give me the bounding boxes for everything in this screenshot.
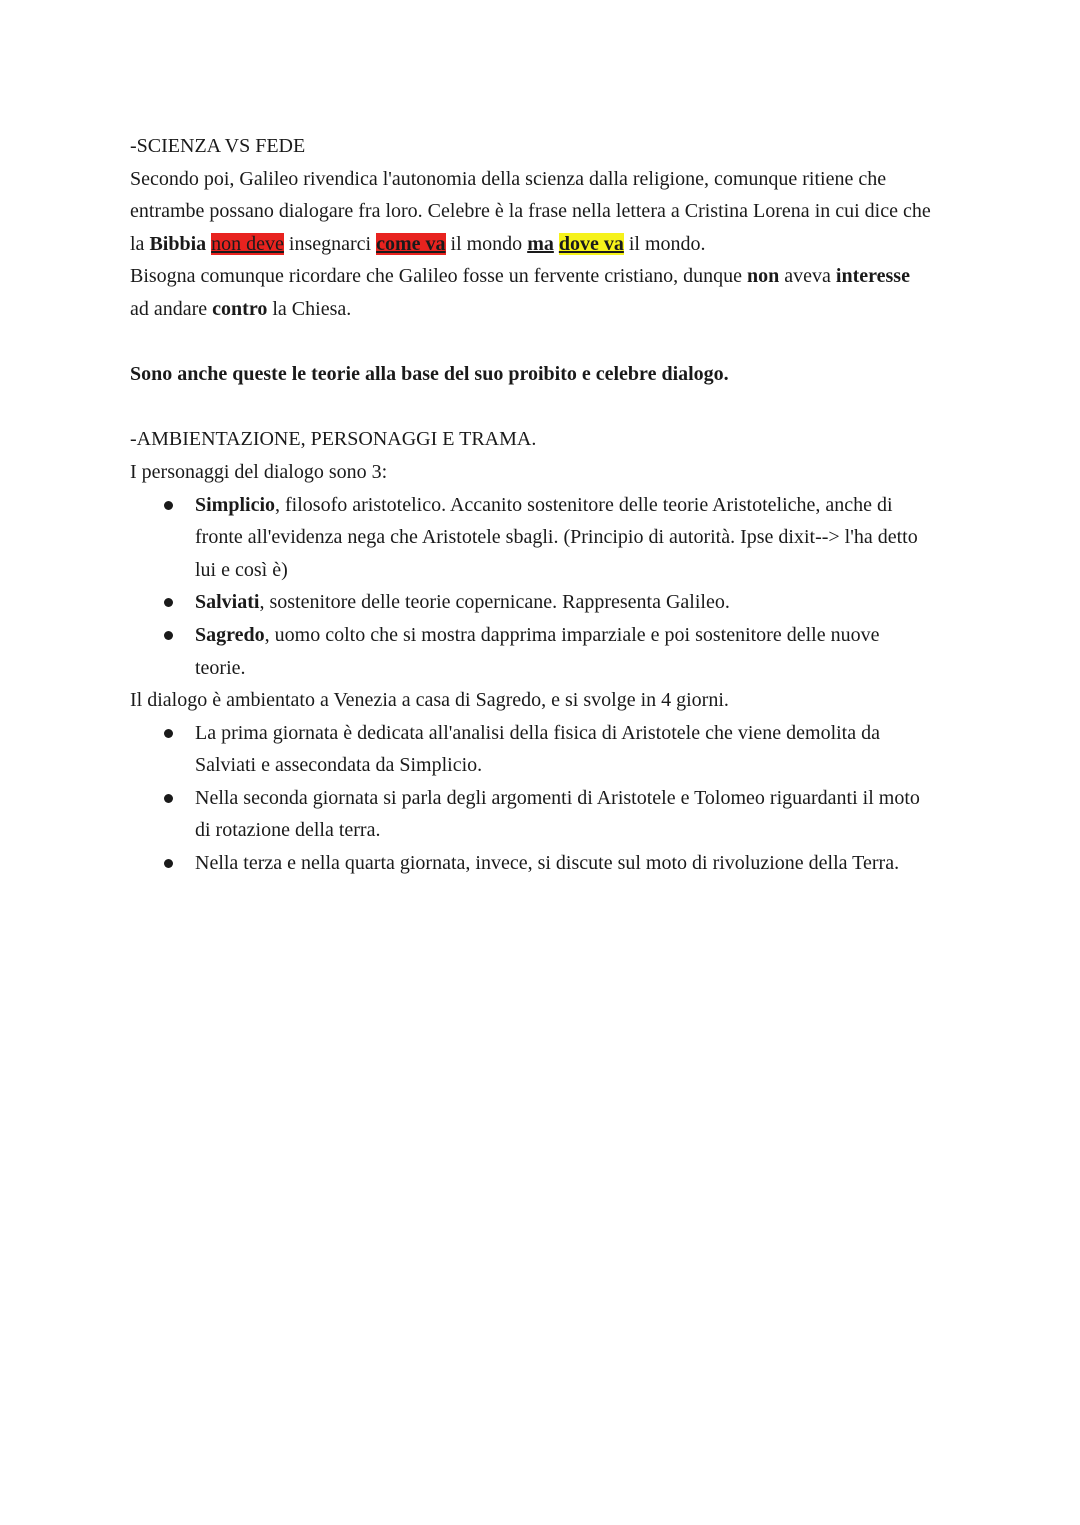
bullet-icon <box>164 729 173 738</box>
character-name: Sagredo <box>195 623 265 646</box>
list-item-simplicio <box>195 489 960 587</box>
setting-line: Il dialogo è ambientato a Venezia a casa di Sagredo, e si svolge in 4 giorni. <box>130 689 729 712</box>
bullet-icon <box>164 631 173 640</box>
text-fragment: il mondo. <box>623 232 706 255</box>
bullet-icon <box>164 598 173 607</box>
characters-list <box>130 489 960 685</box>
character-desc: lui e così è) <box>195 558 288 581</box>
character-desc: , sostenitore delle teorie copernicane. Rappresenta Galileo. <box>259 591 730 614</box>
character-desc: fronte all'evidenza nega che Aristotele sbagli. (Principio di autorità. Ipse dixit--> l'ha detto <box>195 526 918 549</box>
character-name: Simplicio <box>195 493 276 516</box>
highlight-non-deve: non deve <box>211 232 284 255</box>
day-desc: di rotazione della terra. <box>195 819 381 842</box>
character-desc: , filosofo aristotelico. Accanito sostenitore delle teorie Aristoteliche, anche di <box>275 493 893 516</box>
paragraph-line: entrambe possano dialogare fra loro. Celebre è la frase nella lettera a Cristina Lorena in cui dice che <box>130 200 931 223</box>
day-desc: Nella terza e nella quarta giornata, invece, si discute sul moto di rivoluzione della Terra. <box>195 852 900 875</box>
list-item-day <box>195 717 960 782</box>
day-desc: Nella seconda giornata si parla degli argomenti di Aristotele e Tolomeo riguardanti il moto <box>195 786 920 809</box>
character-desc: , uomo colto che si mostra dapprima imparziale e poi sostenitore delle nuove <box>264 623 880 646</box>
section-heading-scienza-fede: -SCIENZA VS FEDE <box>130 135 306 157</box>
list-item-sagredo <box>195 619 960 684</box>
bullet-icon <box>164 501 173 510</box>
section-heading-ambientazione: -AMBIENTAZIONE, PERSONAGGI E TRAMA. <box>130 428 537 451</box>
list-item-salviati <box>195 586 960 619</box>
text-fragment: la Chiesa. <box>267 297 352 320</box>
bold-interesse: interesse <box>835 265 910 288</box>
highlight-come-va: come va <box>376 232 446 255</box>
character-desc: teorie. <box>195 656 246 679</box>
list-item-day <box>195 782 960 847</box>
paragraph-line <box>130 260 960 293</box>
text-fragment: aveva <box>779 265 836 288</box>
character-name: Salviati <box>195 591 260 614</box>
day-desc: Salviati e assecondata da Simplicio. <box>195 754 483 777</box>
list-item-day <box>195 847 960 880</box>
text-fragment: la <box>130 232 150 255</box>
bold-non: non <box>747 265 780 288</box>
day-desc: La prima giornata è dedicata all'analisi della fisica di Aristotele che viene demolita da <box>195 721 880 744</box>
statement-bold <box>130 358 960 391</box>
paragraph-line: Secondo poi, Galileo rivendica l'autonomia della scienza dalla religione, comunque ritiene che <box>130 167 887 190</box>
paragraph-line-bibbia <box>130 228 960 261</box>
bold-bibbia: Bibbia <box>149 232 207 255</box>
days-list <box>130 717 960 880</box>
statement-text: Sono anche queste le teorie alla base del suo proibito e celebre dialogo. <box>130 363 729 386</box>
bold-ma: ma <box>527 232 554 255</box>
bullet-icon <box>164 859 173 868</box>
text-fragment: il mondo <box>445 232 528 255</box>
text-fragment: insegnarci <box>283 232 377 255</box>
paragraph-line <box>130 293 960 326</box>
bullet-icon <box>164 794 173 803</box>
bold-contro: contro <box>212 297 268 320</box>
highlight-dove-va: dove va <box>558 232 624 255</box>
text-fragment: Bisogna comunque ricordare che Galileo fosse un fervente cristiano, dunque <box>130 265 748 288</box>
text-fragment: ad andare <box>130 297 213 320</box>
characters-intro: I personaggi del dialogo sono 3: <box>130 460 388 483</box>
